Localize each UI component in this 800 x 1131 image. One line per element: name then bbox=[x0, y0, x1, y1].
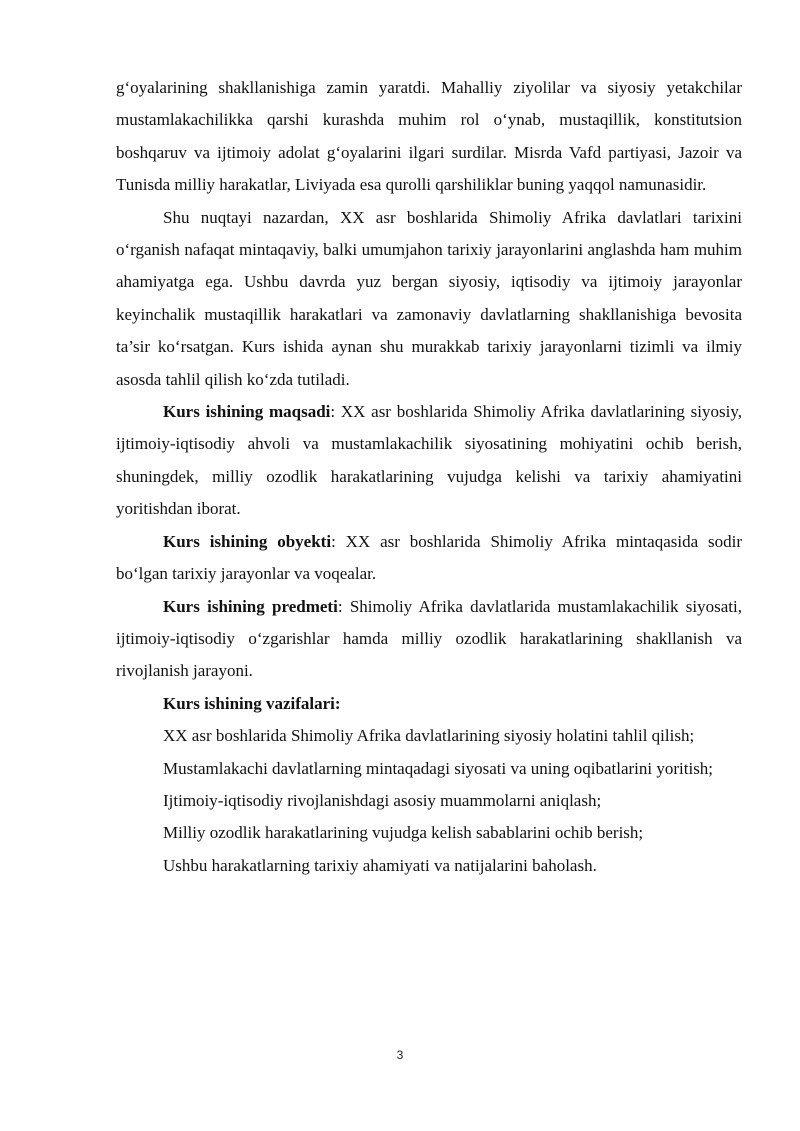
task-item: Ushbu harakatlarning tarixiy ahamiyati va natijalarini baholash. bbox=[163, 855, 597, 875]
paragraph-continuation: g‘oyalarining shakllanishiga zamin yaratdi. Mahalliy ziyolilar va siyosiy yetakchilar mustamlakachilikka qarshi kurashda muhim rol o‘ynab, mustaqillik, konstitutsion boshqaruv va ijtimoiy adolat g‘oyalarini ilgari surdilar. Misrda Vafd partiyasi, Jazoir va Tunisda milliy harakatlar, Liviyada esa qurolli qarshiliklar buning yaqqol namunasidir. bbox=[116, 78, 742, 195]
goal-text: : XX asr boshlarida Shimoliy Afrika davlatlarining siyosiy, ijtimoiy-iqtisodiy ahvoli va mustamlakachilik siyosatining mohiyatini ochib berish, shuningdek, milliy ozodlik harakatlarining vujudga kelishi va tarixiy ahamiyatini yoritishdan iborat. bbox=[116, 402, 742, 519]
object-text: : XX asr boshlarida Shimoliy Afrika mintaqasida sodir bo‘lgan tarixiy jarayonlar va voqealar. bbox=[116, 531, 743, 584]
paragraph-subject bbox=[116, 591, 742, 688]
document-page bbox=[116, 72, 742, 882]
subject-label: Kurs ishining predmeti bbox=[163, 596, 338, 616]
paragraph-goal bbox=[116, 396, 742, 526]
task-item: XX asr boshlarida Shimoliy Afrika davlatlarining siyosiy holatini tahlil qilish; bbox=[163, 726, 695, 746]
task-item: Mustamlakachi davlatlarning mintaqadagi siyosati va uning oqibatlarini yoritish; bbox=[163, 758, 714, 778]
subject-text: : Shimoliy Afrika davlatlarida mustamlakachilik siyosati, ijtimoiy-iqtisodiy o‘zgarishlar hamda milliy ozodlik harakatlarining shakllanish va rivojlanish jarayoni. bbox=[116, 596, 742, 681]
tasks-heading: Kurs ishining vazifalari: bbox=[163, 693, 341, 713]
object-label: Kurs ishining obyekti bbox=[163, 531, 332, 551]
goal-label: Kurs ishining maqsadi bbox=[163, 402, 331, 422]
task-item: Ijtimoiy-iqtisodiy rivojlanishdagi asosiy muammolarni aniqlash; bbox=[163, 790, 602, 810]
task-item: Milliy ozodlik harakatlarining vujudga kelish sabablarini ochib berish; bbox=[163, 823, 644, 843]
paragraph-object bbox=[116, 526, 742, 591]
paragraph-context: Shu nuqtayi nazardan, XX asr boshlarida Shimoliy Afrika davlatlari tarixini o‘rganish nafaqat mintaqaviy, balki umumjahon tarixiy jarayonlarini anglashda ham muhim ahamiyatga ega. Ushbu davrda yuz bergan siyosiy, iqtisodiy va ijtimoiy jarayonlar keyinchalik mustaqillik harakatlari va zamonaviy davlatlarning shakllanishiga bevosita ta’sir ko‘rsatgan. Kurs ishida aynan shu murakkab tarixiy jarayonlarni tizimli va ilmiy asosda tahlil qilish ko‘zda tutiladi. bbox=[116, 207, 742, 389]
page-number: 3 bbox=[396, 1048, 404, 1062]
